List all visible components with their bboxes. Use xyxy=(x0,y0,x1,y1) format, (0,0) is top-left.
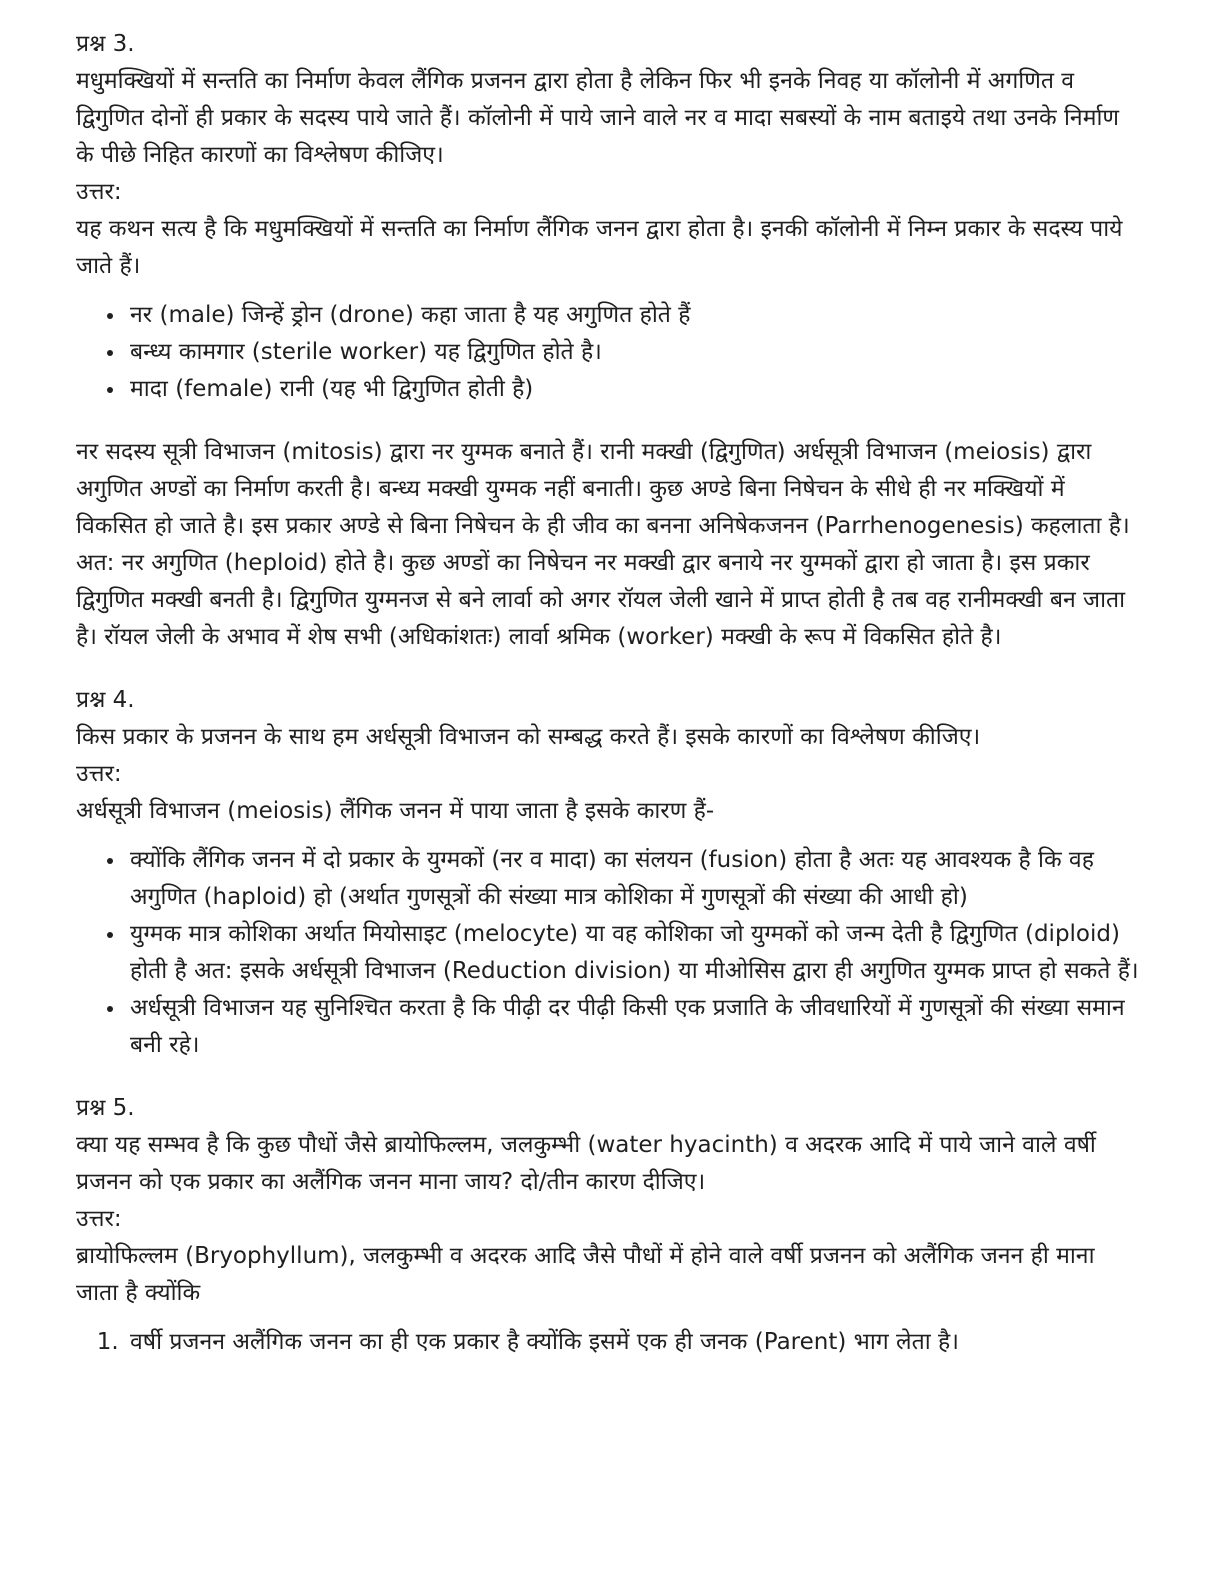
question-3-text: मधुमक्खियों में सन्तति का निर्माण केवल लैंगिक प्रजनन द्वारा होता है लेकिन फिर भी इनके निवह या कॉलोनी में अगणित व द्विगुणित दोनों ही प्रकार के सदस्य पाये जाते हैं। कॉलोनी में पाये जाने वाले नर व मादा सबस्यों के नाम बताइये तथा उनके निर्माण के पीछे निहित कारणों का विश्लेषण कीजिए। xyxy=(76,68,1120,168)
answer-5-numbered-list xyxy=(76,1324,1142,1361)
answer-4-label: उत्तर: xyxy=(76,761,122,787)
answer-5-label: उत्तर: xyxy=(76,1206,122,1232)
question-3-section xyxy=(76,26,1142,656)
answer-3-intro: यह कथन सत्य है कि मधुमक्खियों में सन्तति का निर्माण लैंगिक जनन द्वारा होता है। इनकी कॉलोनी में निम्न प्रकार के सदस्य पाये जाते हैं। xyxy=(76,216,1123,279)
answer-4-bullet-list xyxy=(76,842,1142,1064)
question-3-label: प्रश्न 3. xyxy=(76,31,135,57)
list-item: • युग्मक मात्र कोशिका अर्थात मियोसाइट (melocyte) या वह कोशिका जो युग्मकों को जन्म देती है द्विगुणित (diploid) होती है अत: इसके अर्धसूत्री विभाजन (Reduction division) या मीओसिस द्वारा ही अगुणित युग्मक प्राप्त हो सकते हैं। xyxy=(126,916,1142,990)
list-item: • मादा (female) रानी (यह भी द्विगुणित होती है) xyxy=(126,371,1142,408)
question-4-section xyxy=(76,682,1142,1064)
list-item: 1. वर्षी प्रजनन अलैंगिक जनन का ही एक प्रकार है क्योंकि इसमें एक ही जनक (Parent) भाग लेता है। xyxy=(126,1324,1142,1361)
question-5-section xyxy=(76,1090,1142,1361)
list-item: • अर्धसूत्री विभाजन यह सुनिश्चित करता है कि पीढ़ी दर पीढ़ी किसी एक प्रजाति के जीवधारियों में गुणसूत्रों की संख्या समान बनी रहे। xyxy=(126,990,1142,1064)
question-5-text: क्या यह सम्भव है कि कुछ पौधों जैसे ब्रायोफिल्लम, जलकुम्भी (water hyacinth) व अदरक आदि में पाये जाने वाले वर्षी प्रजनन को एक प्रकार का अलैंगिक जनन माना जाय? दो/तीन कारण दीजिए। xyxy=(76,1132,1096,1195)
question-4-text: किस प्रकार के प्रजनन के साथ हम अर्धसूत्री विभाजन को सम्बद्ध करते हैं। इसके कारणों का विश्लेषण कीजिए। xyxy=(76,724,981,750)
list-item: • क्योंकि लैंगिक जनन में दो प्रकार के युग्मकों (नर व मादा) का संलयन (fusion) होता है अतः यह आवश्यक है कि वह अगुणित (haploid) हो (अर्थात गुणसूत्रों की संख्या मात्र कोशिका में गुणसूत्रों की संख्या की आधी हो) xyxy=(126,842,1142,916)
question-4-label: प्रश्न 4. xyxy=(76,687,135,713)
answer-5-intro: ब्रायोफिल्लम (Bryophyllum), जलकुम्भी व अदरक आदि जैसे पौधों में होने वाले वर्षी प्रजनन को अलैंगिक जनन ही माना जाता है क्योंकि xyxy=(76,1243,1095,1306)
answer-4-intro: अर्धसूत्री विभाजन (meiosis) लैंगिक जनन में पाया जाता है इसके कारण हैं- xyxy=(76,798,715,824)
answer-3-label: उत्तर: xyxy=(76,179,122,205)
question-5-label: प्रश्न 5. xyxy=(76,1095,135,1121)
list-item: • नर (male) जिन्हें ड्रोन (drone) कहा जाता है यह अगुणित होते हैं xyxy=(126,297,1142,334)
answer-3-explanation: नर सदस्य सूत्री विभाजन (mitosis) द्वारा नर युग्मक बनाते हैं। रानी मक्खी (द्विगुणित) अर्धसूत्री विभाजन (meiosis) द्वारा अगुणित अण्डों का निर्माण करती है। बन्ध्य मक्खी युग्मक नहीं बनाती। कुछ अण्डे बिना निषेचन के सीधे ही नर मक्खियों में विकसित हो जाते है। इस प्रकार अण्डे से बिना निषेचन के ही जीव का बनना अनिषेकजनन (Parrhenogenesis) कहलाता है। अत: नर अगुणित (heploid) होते है। कुछ अण्डों का निषेचन नर मक्खी द्वार बनाये नर युग्मकों द्वारा हो जाता है। इस प्रकार द्विगुणित मक्खी बनती है। द्विगुणित युग्मनज से बने लार्वा को अगर रॉयल जेली खाने में प्राप्त होती है तब वह रानीमक्खी बन जाता है। रॉयल जेली के अभाव में शेष सभी (अधिकांशतः) लार्वा श्रमिक (worker) मक्खी के रूप में विकसित होते है। xyxy=(76,439,1130,650)
answer-3-bullet-list xyxy=(76,297,1142,408)
list-item: • बन्ध्य कामगार (sterile worker) यह द्विगुणित होते है। xyxy=(126,334,1142,371)
